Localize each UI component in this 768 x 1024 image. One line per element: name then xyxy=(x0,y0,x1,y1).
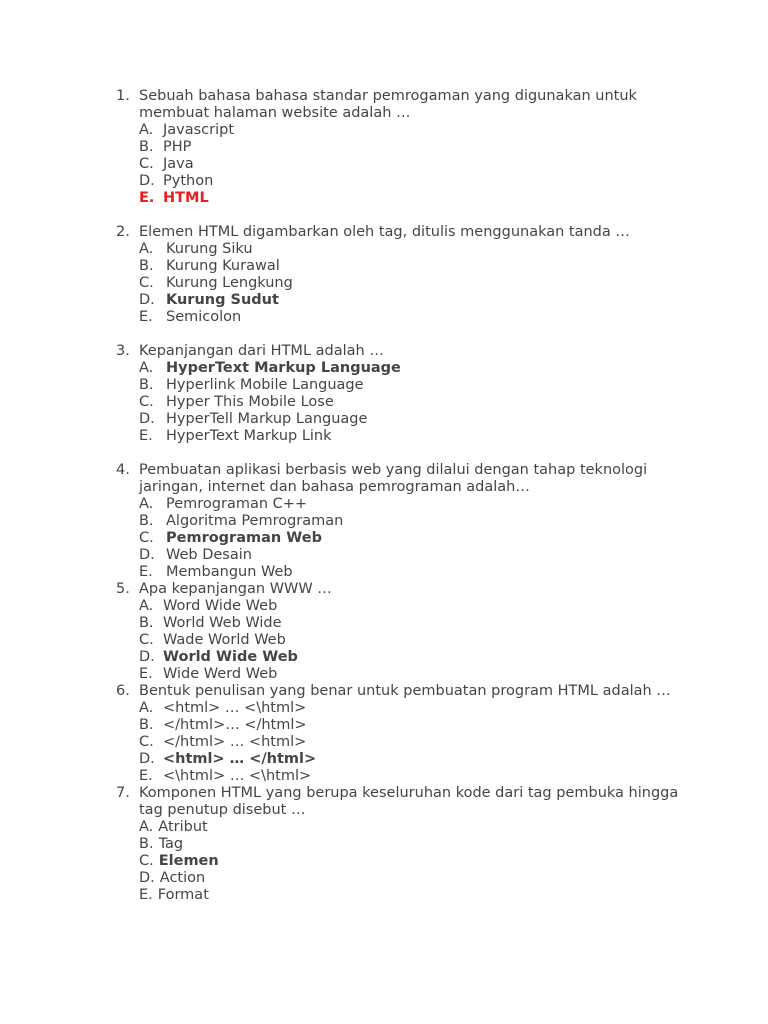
option-b xyxy=(139,836,768,853)
option-label: E. xyxy=(139,190,155,206)
option-text: World Web Wide xyxy=(163,615,282,631)
question-number: 3. xyxy=(116,343,130,359)
option-b xyxy=(139,615,768,632)
option-e xyxy=(139,428,768,445)
option-text: <html> … <\html> xyxy=(163,700,307,716)
option-label: A. xyxy=(139,122,154,138)
option-c xyxy=(139,275,768,292)
option-text: <html> … </html> xyxy=(163,751,317,767)
option-text: HyperText Markup Language xyxy=(166,360,401,376)
option-text: Elemen xyxy=(158,853,219,869)
option-label: A. xyxy=(139,241,154,257)
question-text: Bentuk penulisan yang benar untuk pembuatan program HTML adalah … xyxy=(139,683,671,699)
option-text: Format xyxy=(157,887,209,903)
option-b xyxy=(139,513,768,530)
option-label: E. xyxy=(139,428,153,444)
option-a xyxy=(139,700,768,717)
option-label: D. xyxy=(139,870,155,886)
option-c-correct-answer xyxy=(139,530,768,547)
option-text: Membangun Web xyxy=(166,564,293,580)
option-label: B. xyxy=(139,836,154,852)
option-text: </html> … <html> xyxy=(163,734,307,750)
option-label: D. xyxy=(139,292,155,308)
question-6 xyxy=(0,683,768,785)
option-text: PHP xyxy=(163,139,192,155)
option-c xyxy=(139,632,768,649)
option-label: E. xyxy=(139,887,153,903)
option-text: Javascript xyxy=(163,122,235,138)
option-label: B. xyxy=(139,139,154,155)
option-label: C. xyxy=(139,394,154,410)
option-label: A. xyxy=(139,819,154,835)
option-label: C. xyxy=(139,734,154,750)
option-label: C. xyxy=(139,853,154,869)
question-3 xyxy=(0,343,768,445)
option-text: Pemrograman C++ xyxy=(166,496,308,512)
question-number: 6. xyxy=(116,683,130,699)
option-label: A. xyxy=(139,700,154,716)
option-label: E. xyxy=(139,768,153,784)
option-label: D. xyxy=(139,173,155,189)
question-number: 4. xyxy=(116,462,130,478)
option-d xyxy=(139,547,768,564)
question-text: Komponen HTML yang berupa keseluruhan kode dari tag pembuka hingga tag penutup disebut … xyxy=(139,785,679,818)
option-text: </html>… </html> xyxy=(163,717,307,733)
question-number: 7. xyxy=(116,785,130,801)
option-a xyxy=(139,496,768,513)
option-a xyxy=(139,122,768,139)
option-b xyxy=(139,377,768,394)
question-text: Kepanjangan dari HTML adalah … xyxy=(139,343,384,359)
question-1 xyxy=(0,88,768,207)
option-text: HyperTell Markup Language xyxy=(166,411,368,427)
option-d xyxy=(139,870,768,887)
option-label: D. xyxy=(139,649,155,665)
option-label: C. xyxy=(139,156,154,172)
option-e xyxy=(139,564,768,581)
option-text: Wide Werd Web xyxy=(163,666,278,682)
question-text: Elemen HTML digambarkan oleh tag, ditulis menggunakan tanda … xyxy=(139,224,630,240)
option-label: D. xyxy=(139,751,155,767)
option-a xyxy=(139,598,768,615)
spacer xyxy=(0,445,768,462)
option-label: B. xyxy=(139,377,154,393)
option-text: Python xyxy=(163,173,214,189)
quiz-document xyxy=(0,88,768,904)
option-d-correct-answer xyxy=(139,751,768,768)
option-c xyxy=(139,156,768,173)
option-e xyxy=(139,309,768,326)
option-d xyxy=(139,173,768,190)
option-label: E. xyxy=(139,564,153,580)
option-text: Tag xyxy=(158,836,184,852)
option-label: E. xyxy=(139,666,153,682)
question-number: 5. xyxy=(116,581,130,597)
option-label: E. xyxy=(139,309,153,325)
option-label: D. xyxy=(139,547,155,563)
option-text: HyperText Markup Link xyxy=(166,428,332,444)
option-label: B. xyxy=(139,717,154,733)
option-label: C. xyxy=(139,275,154,291)
option-c xyxy=(139,734,768,751)
option-text: Java xyxy=(163,156,194,172)
option-d xyxy=(139,411,768,428)
option-label: D. xyxy=(139,411,155,427)
option-text: Word Wide Web xyxy=(163,598,278,614)
spacer xyxy=(0,326,768,343)
question-text: Sebuah bahasa bahasa standar pemrogaman yang digunakan untuk membuat halaman website adalah … xyxy=(139,88,637,121)
option-text: Hyper This Mobile Lose xyxy=(166,394,334,410)
question-text: Pembuatan aplikasi berbasis web yang dilalui dengan tahap teknologi jaringan, internet dan bahasa pemrograman adalah… xyxy=(139,462,648,495)
option-text: Action xyxy=(159,870,206,886)
option-text: Algoritma Pemrograman xyxy=(166,513,344,529)
option-b xyxy=(139,717,768,734)
option-c-correct-answer xyxy=(139,853,768,870)
option-text: Kurung Kurawal xyxy=(166,258,280,274)
question-number: 2. xyxy=(116,224,130,240)
option-text: World Wide Web xyxy=(163,649,298,665)
option-text: Web Desain xyxy=(166,547,252,563)
option-label: B. xyxy=(139,615,154,631)
option-label: B. xyxy=(139,258,154,274)
option-text: Kurung Lengkung xyxy=(166,275,293,291)
question-5 xyxy=(0,581,768,683)
option-text: Kurung Siku xyxy=(166,241,253,257)
question-2 xyxy=(0,224,768,326)
question-number: 1. xyxy=(116,88,130,104)
option-text: Kurung Sudut xyxy=(166,292,279,308)
option-d-correct-answer xyxy=(139,649,768,666)
option-a xyxy=(139,819,768,836)
option-label: B. xyxy=(139,513,154,529)
option-text: <\html> … <\html> xyxy=(163,768,312,784)
option-b xyxy=(139,258,768,275)
option-label: C. xyxy=(139,632,154,648)
option-c xyxy=(139,394,768,411)
option-label: C. xyxy=(139,530,154,546)
option-a xyxy=(139,241,768,258)
option-e xyxy=(139,666,768,683)
option-text: HTML xyxy=(163,190,209,206)
option-e xyxy=(139,768,768,785)
option-text: Pemrograman Web xyxy=(166,530,322,546)
option-text: Atribut xyxy=(158,819,208,835)
question-7 xyxy=(0,785,768,904)
option-a-correct-answer xyxy=(139,360,768,377)
option-label: A. xyxy=(139,496,154,512)
option-label: A. xyxy=(139,360,154,376)
option-d-correct-answer xyxy=(139,292,768,309)
option-text: Wade World Web xyxy=(163,632,286,648)
option-b xyxy=(139,139,768,156)
option-e xyxy=(139,887,768,904)
question-text: Apa kepanjangan WWW … xyxy=(139,581,332,597)
option-label: A. xyxy=(139,598,154,614)
option-text: Semicolon xyxy=(166,309,242,325)
spacer xyxy=(0,207,768,224)
option-text: Hyperlink Mobile Language xyxy=(166,377,364,393)
option-e-correct-answer xyxy=(139,190,768,207)
question-4 xyxy=(0,462,768,581)
